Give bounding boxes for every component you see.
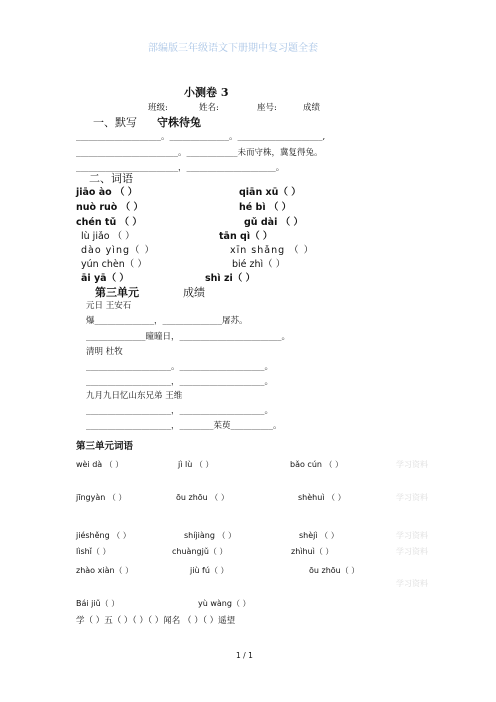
watermark-text: 学习资料: [396, 579, 428, 588]
meta-name: 姓名:: [199, 103, 219, 113]
meta-score: 成绩: [303, 103, 321, 113]
poem-line: ____________________，____________________。: [86, 406, 274, 416]
watermark-text: 学习资料: [396, 547, 428, 556]
vocab-item: shèhuì （ ）: [298, 493, 346, 502]
watermark-text: 学习资料: [396, 460, 428, 469]
poem-title: 九月九日忆山东兄弟 王维: [86, 391, 183, 401]
quiz-title: 小测卷 3: [184, 86, 229, 99]
watermark-text: 学习资料: [396, 531, 428, 540]
poem-title: 清明 杜牧: [86, 347, 123, 357]
meta-seat: 座号:: [257, 103, 277, 113]
word-item: shì zi（ ）: [205, 273, 256, 284]
word-item: tān qì（ ）: [219, 231, 273, 242]
unit3-label: 第三单元: [95, 286, 139, 299]
section1-label: 一、默写: [93, 116, 137, 129]
word-item: xīn shǎng （ ）: [230, 245, 315, 256]
vocab-item: shíjiàng （ ）: [184, 531, 237, 540]
word-item: lù jiǎo （ ）: [81, 231, 135, 242]
vocab-item: jīngyàn （ ）: [76, 493, 127, 502]
vocab-item: ōu zhōu （ ）: [176, 493, 229, 502]
poem-line: 爆______________，______________屠苏。: [86, 316, 248, 326]
word-item: dào yìng（ ）: [81, 245, 156, 256]
poem-line: ____________________，____________________。: [86, 377, 274, 387]
vocab-item: yù wàng（ ）: [198, 599, 251, 608]
watermark-text: 学习资料: [396, 493, 428, 502]
unit3-score-label: 成绩: [183, 286, 205, 299]
vocab-item: Bái jiǔ（ ）: [76, 599, 120, 608]
poem-line: ____________________，________茱萸__________。: [86, 421, 282, 431]
vocab-item: lìshǐ（ ）: [76, 547, 111, 556]
vocab-item: jì lù （ ）: [178, 460, 214, 469]
vocab-item: jiù fú（ ）: [190, 566, 229, 575]
word-item: qiān xū（ ）: [239, 187, 301, 198]
word-item: gǔ dài （ ）: [244, 217, 303, 228]
vocab-item: ōu zhōu（ ）: [309, 566, 360, 575]
vocab-item: shèjì （ ）: [299, 531, 339, 540]
word-item: chén tǔ （ ）: [76, 217, 142, 228]
section1-title: 守株待兔: [157, 116, 201, 129]
word-item: hé bì （ ）: [239, 202, 292, 213]
vocab-item: zhìhuì（ ）: [291, 547, 334, 556]
vocab-item: zhào xiàn（ ）: [76, 566, 134, 575]
poem-title: 元日 王安石: [86, 301, 132, 311]
vocab-item: wèi dà （ ）: [76, 460, 124, 469]
word-item: bié zhì（ ）: [232, 259, 286, 270]
word-item: nuò ruò （ ）: [76, 202, 143, 213]
vocab-item: bǎo cún （ ）: [290, 460, 344, 469]
dictation-line-1: ____________________。______________。____________________,: [76, 132, 326, 142]
vocab-item: jiéshěng （ ）: [76, 531, 131, 540]
meta-class: 班级:: [148, 103, 168, 113]
word-item: jiāo ào （ ）: [76, 187, 138, 198]
poem-line: ______________曈曈日，________________________。: [86, 332, 291, 342]
section2-label: 二、词语: [89, 172, 133, 185]
page-number: 1 / 1: [236, 651, 253, 660]
vocab-item: chuàngjǔ（ ）: [172, 547, 228, 556]
poem-line: ____________________。____________________。: [86, 362, 274, 372]
idiom-fill-line: 学（ ）五（ ）（ ）（ ）闻名 （ ）（ ）遥望: [76, 616, 236, 626]
dictation-line-3: ________________________，_____________________。: [76, 163, 285, 173]
document-header-title: 部编版三年级语文下册期中复习题全套: [148, 43, 318, 54]
word-item: yún chèn（ ）: [81, 259, 147, 270]
dictation-line-2: ________________________。____________未而守株，冀复得兔。: [76, 148, 323, 158]
word-item: āi yā（ ）: [81, 273, 129, 284]
words-title: 第三单元词语: [76, 441, 134, 452]
